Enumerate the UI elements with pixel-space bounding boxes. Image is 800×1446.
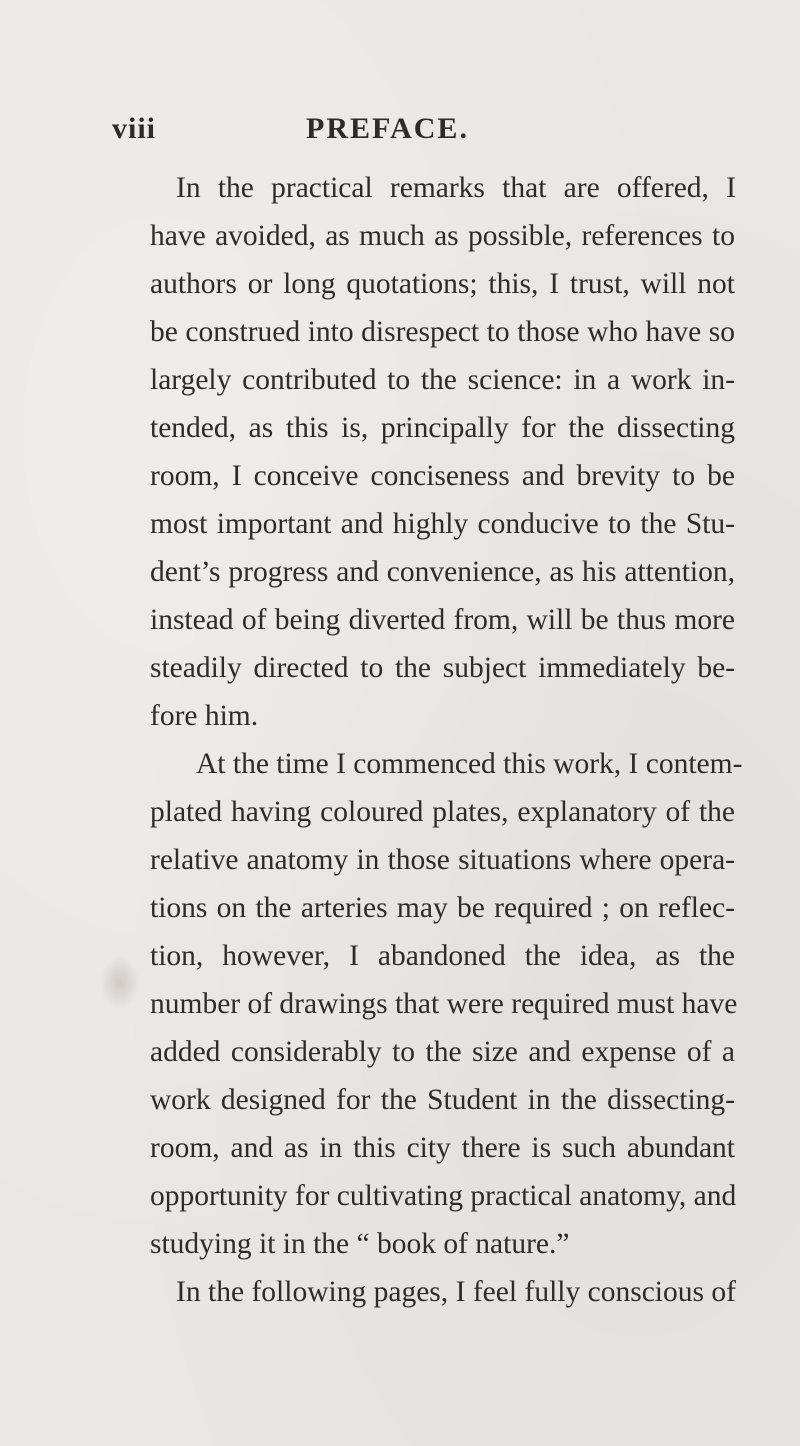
- page-number: viii: [112, 112, 157, 145]
- running-head-title: PREFACE.: [306, 112, 469, 145]
- text-line: studying it in the “ book of nature.”: [150, 1228, 570, 1260]
- text-line: largely contributed to the science: in a work in-: [150, 364, 735, 396]
- text-line: be construed into disrespect to those who have so: [150, 316, 735, 348]
- text-line: steadily directed to the subject immediately be-: [150, 652, 735, 684]
- text-line: In the following pages, I feel fully conscious of: [176, 1276, 736, 1308]
- text-line: most important and highly conducive to the Stu-: [150, 508, 735, 540]
- text-line: relative anatomy in those situations where opera-: [150, 844, 735, 876]
- text-line: number of drawings that were required must have: [150, 988, 738, 1020]
- text-line: added considerably to the size and expense of a: [150, 1036, 735, 1068]
- running-head: [0, 112, 800, 152]
- text-line: room, and as in this city there is such abundant: [150, 1132, 735, 1164]
- paper-stain: [100, 955, 140, 1010]
- text-line: tended, as this is, principally for the dissecting: [150, 412, 735, 444]
- text-line: tion, however, I abandoned the idea, as the: [150, 940, 735, 972]
- text-line: instead of being diverted from, will be thus more: [150, 604, 735, 636]
- text-line: In the practical remarks that are offered, I: [176, 172, 736, 204]
- text-line: work designed for the Student in the dissecting-: [150, 1084, 735, 1116]
- text-line: At the time I commenced this work, I contem-: [196, 748, 743, 780]
- text-line: have avoided, as much as possible, references to: [150, 220, 735, 252]
- text-line: dent’s progress and convenience, as his attention,: [150, 556, 735, 588]
- text-line: authors or long quotations; this, I trust, will not: [150, 268, 735, 300]
- text-line: fore him.: [150, 700, 259, 732]
- text-line: opportunity for cultivating practical anatomy, and: [150, 1180, 737, 1212]
- text-line: room, I conceive conciseness and brevity to be: [150, 460, 735, 492]
- text-line: plated having coloured plates, explanatory of the: [150, 796, 735, 828]
- text-line: tions on the arteries may be required ; on reflec-: [150, 892, 735, 924]
